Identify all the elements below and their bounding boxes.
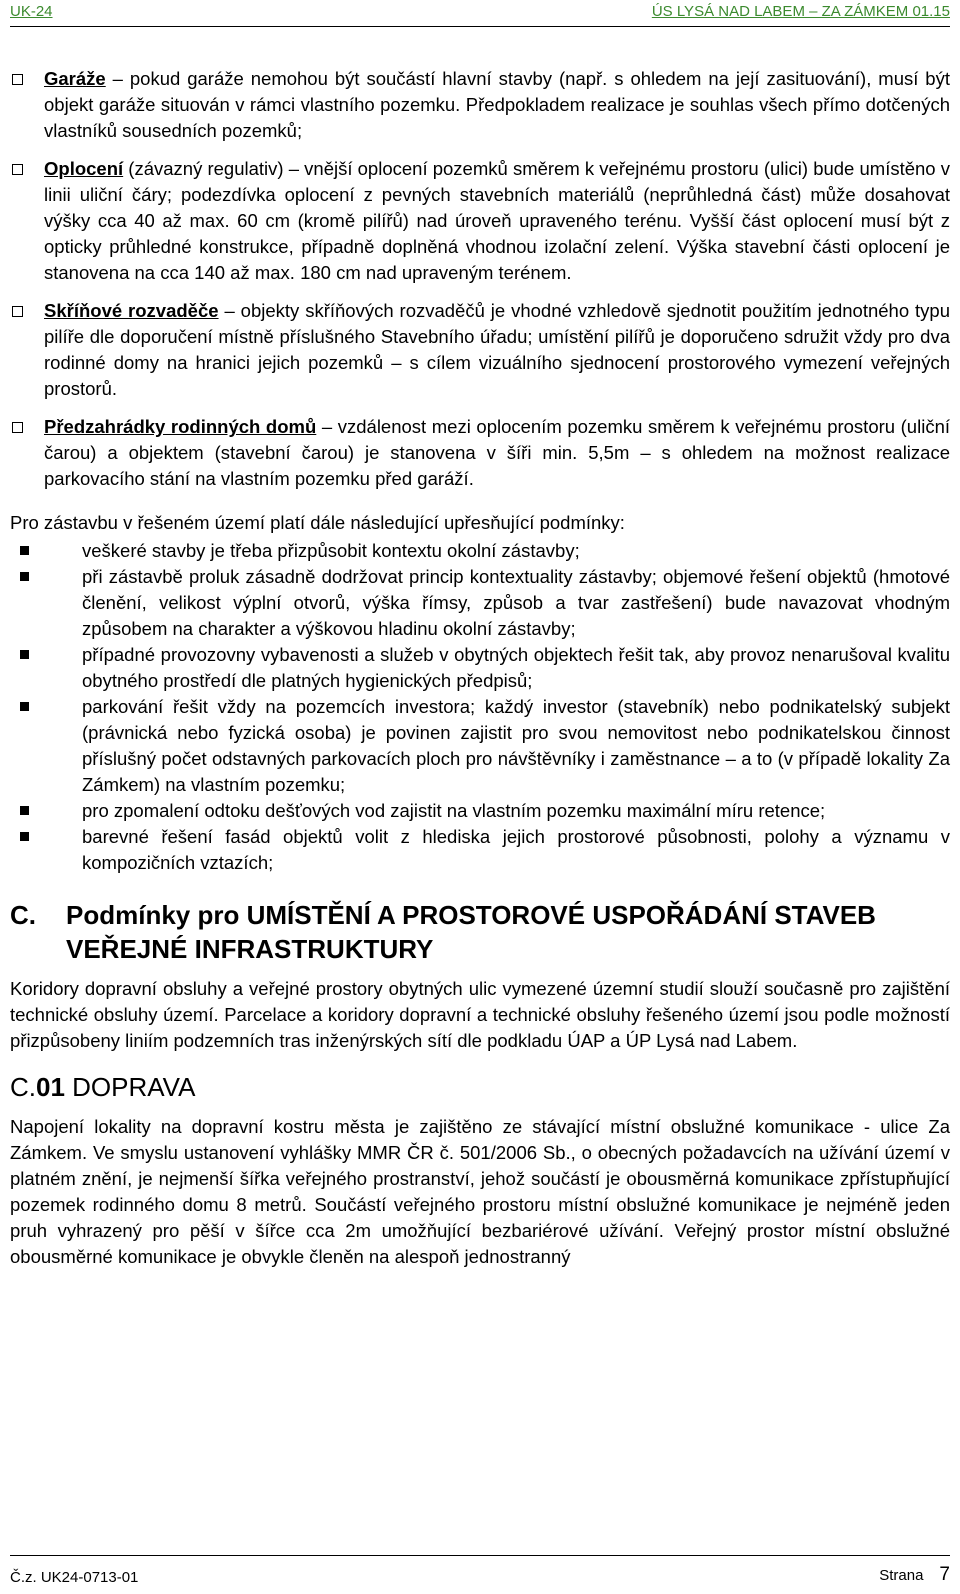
square-bullet-icon: [20, 832, 29, 841]
checkbox-icon: [12, 74, 23, 85]
section-c-heading: [10, 898, 950, 966]
square-bullet-icon: [20, 546, 29, 555]
section-c01-prefix: C.: [10, 1072, 36, 1102]
square-bullet-icon: [20, 806, 29, 815]
square-bullet-icon: [20, 572, 29, 581]
checkbox-item-rozvadece: [10, 298, 950, 402]
term-rozvadece: Skříňové rozvaděče: [44, 300, 219, 321]
bullet-text: veškeré stavby je třeba přizpůsobit kontextu okolní zástavby;: [82, 540, 580, 561]
square-bullet-icon: [20, 650, 29, 659]
text-predzahradky: – vzdálenost mezi oplocením pozemku směrem k veřejnému prostoru (uliční čarou) a objektem (stavební čarou) je stanovena v šíři min. 5,5m – s ohledem na možnost realizace parkovacího stání na vlastním pozemku před garáží.: [44, 416, 950, 489]
checkbox-item-garaze: [10, 66, 950, 144]
bullet-text: při zástavbě proluk zásadně dodržovat princip kontextuality zástavby; objemové řešení objektů (hmotové členění, velikost výplní otvorů, výška římsy, způsob a tvar zastřešení) bude navazovat vhodným způsobem na charakter a výškovou hladinu okolní zástavby;: [82, 566, 950, 639]
checkbox-icon: [12, 422, 23, 433]
bullet-item: [10, 798, 950, 824]
section-c01-paragraph: Napojení lokality na dopravní kostru města je zajištěno ze stávající místní obslužné komunikace - ulice Za Zámkem. Ve smyslu ustanovení vyhlášky MMR ČR č. 501/2006 Sb., o obecných požadavcích na užívání území v platném znění, je nejmenší šířka veřejného prostranství, jehož součástí je obousměrná komunikace zpřístupňující pozemek rodinného domu 8 metrů. Součástí veřejného prostoru místní obslužné komunikace je nejméně jeden pruh vyhrazený pro pěší v šířce cca 2m umožňující bezbariérové užívání. Veřejný prostor místní obslužné obousměrné komunikace je obvykle členěn na alespoň jednostranný: [10, 1116, 950, 1267]
checkbox-item-oploceni: [10, 156, 950, 286]
bullet-item: [10, 538, 950, 564]
bullet-item: [10, 642, 950, 694]
bullet-item: [10, 824, 950, 876]
checkbox-icon: [12, 306, 23, 317]
document-body: [10, 66, 950, 1270]
text-garaze: – pokud garáže nemohou být součástí hlavní stavby (např. s ohledem na její zasituování), musí být objekt garáže situován v rámci vlastního pozemku. Předpokladem realizace je souhlas všech přímo dotčených vlastníků sousedních pozemků;: [44, 68, 950, 141]
term-oploceni: Oplocení: [44, 158, 124, 179]
bullet-text: parkování řešit vždy na pozemcích investora; každý investor (stavebník) nebo podnikatelský subjekt (právnická nebo fyzická osoba) je povinen zajistit pro svou nemovitost nebo podnikatelskou činnost příslušný počet odstavných parkovacích ploch pro návštěvníky i zaměstnance – a to (v případě lokality Za Zámkem) na vlastním pozemku;: [82, 696, 950, 795]
bullet-text: případné provozovny vybavenosti a služeb v obytných objektech řešit tak, aby provoz nenarušoval kvalitu obytného prostředí dle platných hygienických předpisů;: [82, 644, 950, 691]
footer-doc-number: Č.z. UK24-0713-01: [10, 1569, 139, 1586]
text-oploceni: (závazný regulativ) – vnější oplocení pozemků směrem k veřejnému prostoru (ulici) bude umístěno v linii uliční čáry; podezdívka oplocení z pevných stavebních materiálů (neprůhledná část) může dosahovat výšky cca 40 až max. 60 cm (kromě pilířů) nad úroveň upraveného terénu. Vyšší část oplocení musí být z opticky průhledné konstrukce, případně doplněná vhodnou izolační zelení. Výška stavební části oplocení je stanovena na cca 140 až max. 180 cm nad upraveným terénem.: [44, 158, 950, 283]
section-c01-number: 01: [36, 1072, 65, 1102]
header-doc-code: UK-24: [10, 3, 53, 20]
conditions-intro: Pro zástavbu v řešeném území platí dále následující upřesňující podmínky:: [10, 512, 625, 533]
section-c01-heading: [10, 1070, 950, 1104]
checkbox-item-predzahradky: [10, 414, 950, 492]
page-indicator: [879, 1564, 950, 1586]
text-rozvadece: – objekty skříňových rozvaděčů je vhodné vzhledově sjednotit použitím jednotného typu pilíře dle doporučení místně příslušného Stavebního úřadu; umístění pilířů je doporučeno sdružit vždy pro dva rodinné domy na hranici jejich pozemků – s cílem vizuálního sjednocení prostorového vymezení veřejných prostorů.: [44, 300, 951, 399]
bullet-text: pro zpomalení odtoku dešťových vod zajistit na vlastním pozemku maximální míru retence;: [82, 800, 826, 821]
bullet-item: [10, 564, 950, 642]
section-c-title: Podmínky pro UMÍSTĚNÍ A PROSTOROVÉ USPOŘÁDÁNÍ STAVEB VEŘEJNÉ INFRASTRUKTURY: [66, 900, 876, 964]
checkbox-icon: [12, 164, 23, 175]
term-predzahradky: Předzahrádky rodinných domů: [44, 416, 317, 437]
square-bullet-icon: [20, 702, 29, 711]
page-label: Strana: [879, 1567, 924, 1584]
page-header: [10, 2, 950, 27]
section-c01-title: DOPRAVA: [64, 1072, 196, 1102]
header-doc-title: ÚS LYSÁ NAD LABEM – ZA ZÁMKEM 01.15: [651, 3, 950, 20]
bullet-item: [10, 694, 950, 798]
page-footer: [10, 1555, 950, 1586]
section-c-paragraph: Koridory dopravní obsluhy a veřejné prostory obytných ulic vymezené územní studií slouží současně pro zajištění technické obsluhy území. Parcelace a koridory dopravní a technické obsluhy řešeného území jsou podle možností přizpůsobeny liniím podzemních tras inženýrských sítí dle podkladu ÚAP a ÚP Lysá nad Labem.: [10, 978, 950, 1051]
page-number: 7: [939, 1564, 950, 1585]
term-garaze: Garáže: [44, 68, 106, 89]
bullet-text: barevné řešení fasád objektů volit z hlediska jejich prostorové působnosti, polohy a významu v kompozičních vztazích;: [82, 826, 950, 873]
section-c-number: C.: [10, 900, 36, 930]
